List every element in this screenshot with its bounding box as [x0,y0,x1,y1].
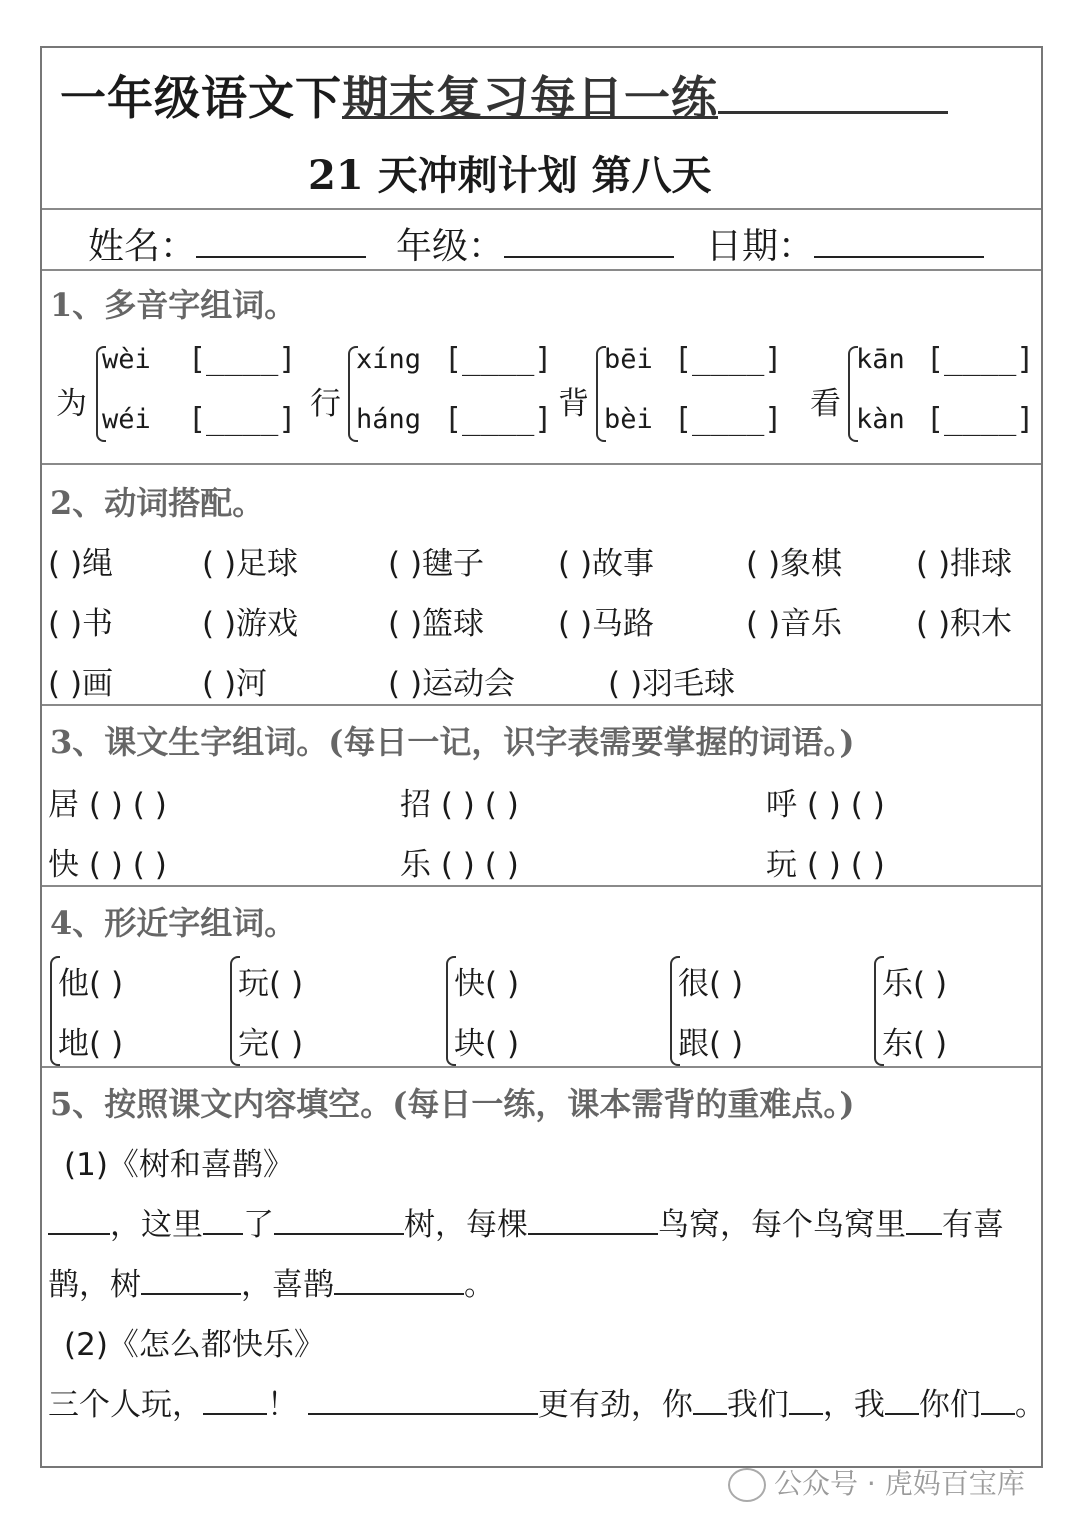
similar-char-item[interactable]: 玩( ) [238,966,304,1002]
verb-item[interactable]: ( )绳 [48,546,114,582]
similar-char-item[interactable]: 东( ) [882,1026,948,1062]
pinyin: bèi [604,404,653,435]
fill-blank[interactable] [885,1413,919,1415]
fill-blank[interactable] [789,1413,823,1415]
similar-char-item[interactable]: 跟( ) [678,1026,744,1062]
word-item[interactable]: 招 ( ) ( ) [400,787,519,823]
header [42,48,1041,210]
grade-input-line[interactable] [504,256,674,258]
page-title [60,62,948,128]
verb-item[interactable]: ( )篮球 [388,606,485,642]
info-row [42,210,1041,270]
polyphone-char: 为 [56,386,87,422]
polyphone-char: 行 [310,386,341,422]
fill-blank[interactable] [528,1233,658,1235]
passage-1-line-2: 鹊，树 ，喜鹊 。 [48,1267,495,1303]
verb-item[interactable]: ( )马路 [558,606,655,642]
similar-char-item[interactable]: 完( ) [238,1026,304,1062]
section-1 [42,270,1041,464]
watermark-text: 公众号 · 虎妈百宝库 [774,1467,1025,1500]
section-4 [42,886,1041,1066]
section-5 [42,1067,1046,1467]
similar-char-item[interactable]: 乐( ) [882,966,948,1002]
word-item[interactable]: 居 ( ) ( ) [48,787,167,823]
verb-item[interactable]: ( )画 [48,666,114,702]
passage-2-title: (2)《怎么都快乐》 [64,1327,325,1363]
pinyin: wèi [102,344,151,375]
similar-char-item[interactable]: 他( ) [58,966,124,1002]
answer-blank[interactable]: [____] [444,402,553,437]
answer-blank[interactable]: [____] [444,342,553,377]
passage-1-line-1: ，这里 了 树，每棵 鸟窝，每个鸟窝里 有喜 [48,1199,1004,1244]
verb-item[interactable]: ( )书 [48,606,114,642]
worksheet [40,46,1046,1468]
verb-item[interactable]: ( )故事 [558,546,655,582]
similar-char-item[interactable]: 块( ) [454,1026,520,1062]
page-subtitle: 21 天冲刺计划 第八天 [308,152,712,199]
word-item[interactable]: 乐 ( ) ( ) [400,847,519,883]
similar-char-item[interactable]: 快( ) [454,966,520,1002]
fill-blank[interactable] [141,1293,241,1295]
verb-item[interactable]: ( )羽毛球 [608,666,736,702]
fill-blank[interactable] [334,1293,464,1295]
polyphone-char: 看 [810,386,841,422]
word-item[interactable]: 呼 ( ) ( ) [766,787,885,823]
section-4-title: 4、形近字组词。 [50,904,297,942]
verb-item[interactable]: ( )毽子 [388,546,485,582]
answer-blank[interactable]: [____] [926,402,1035,437]
date-label: 日期： [706,226,815,267]
pinyin: kàn [856,404,905,435]
title-main: 一年级语文下 [60,71,342,125]
watermark [728,1462,1025,1502]
pinyin: wéi [102,404,151,435]
verb-item[interactable]: ( )游戏 [202,606,299,642]
answer-blank[interactable]: [____] [674,402,783,437]
passage-1-title: (1)《树和喜鹊》 [64,1147,294,1183]
grade-label: 年级： [396,226,505,267]
date-field [706,218,984,269]
word-item[interactable]: 玩 ( ) ( ) [766,847,885,883]
verb-item[interactable]: ( )足球 [202,546,299,582]
pinyin: kān [856,344,905,375]
section-2-title: 2、动词搭配。 [50,484,265,522]
wechat-icon [728,1468,766,1502]
word-item[interactable]: 快 ( ) ( ) [48,847,167,883]
answer-blank[interactable]: [____] [926,342,1035,377]
verb-item[interactable]: ( )运动会 [388,666,516,702]
verb-item[interactable]: ( )积木 [916,606,1013,642]
section-3 [42,705,1041,885]
fill-blank[interactable] [981,1413,1015,1415]
answer-blank[interactable]: [____] [188,402,297,437]
fill-blank[interactable] [308,1413,538,1415]
grade-field [396,218,674,269]
title-underline-tail [718,81,948,114]
similar-char-item[interactable]: 很( ) [678,966,744,1002]
fill-blank[interactable] [274,1233,404,1235]
fill-blank[interactable] [906,1233,942,1235]
verb-item[interactable]: ( )象棋 [746,546,843,582]
answer-blank[interactable]: [____] [188,342,297,377]
answer-blank[interactable]: [____] [674,342,783,377]
passage-2-line: 三个人玩， ！ 更有劲，你 我们 ，我 你们 。 [48,1387,1046,1423]
section-3-title: 3、课文生字组词。(每日一记，识字表需要掌握的词语。) [50,723,855,761]
title-underlined: 期末复习每日一练 [342,71,718,125]
fill-blank[interactable] [693,1413,727,1415]
name-field [88,218,366,269]
similar-char-item[interactable]: 地( ) [58,1026,124,1062]
name-input-line[interactable] [196,256,366,258]
section-1-title: 1、多音字组词。 [50,286,297,324]
verb-item[interactable]: ( )音乐 [746,606,843,642]
fill-blank[interactable] [203,1233,243,1235]
section-5-title: 5、按照课文内容填空。(每日一练，课本需背的重难点。) [50,1085,855,1123]
fill-blank[interactable] [48,1233,110,1235]
pinyin: xíng [356,344,422,375]
fill-blank[interactable] [203,1413,267,1415]
polyphone-char: 背 [558,386,589,422]
name-label: 姓名： [88,226,197,267]
date-input-line[interactable] [814,256,984,258]
verb-item[interactable]: ( )河 [202,666,268,702]
pinyin: bēi [604,344,653,375]
pinyin: háng [356,404,422,435]
verb-item[interactable]: ( )排球 [916,546,1013,582]
section-2 [42,464,1041,704]
